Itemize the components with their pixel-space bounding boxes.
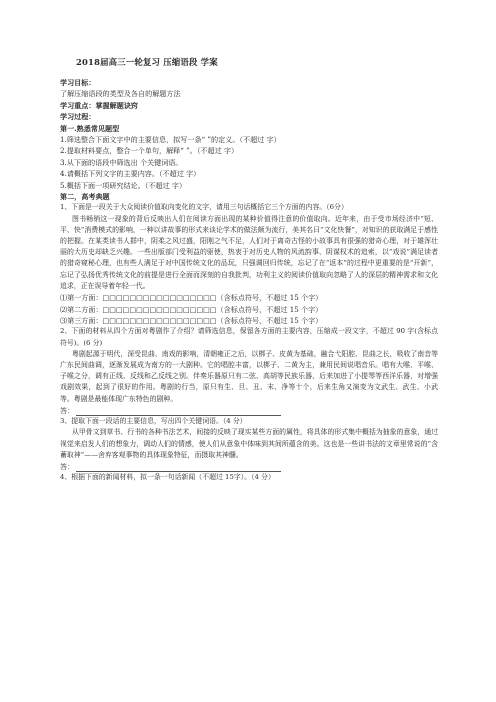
question-2-answer (60, 405, 438, 416)
question-3-passage: 从甲骨文到草书、行书的各种书法艺术，间接的反映了现实某些方面的属性，将具体的形式集中概括为抽象的意象，通过视觉来启发人们的想象力，调动人们的情感，使人们从意象中体味到其间所蕴含的美。这也是一些讲书法的文章里常说的“含蓄取神”——舍弃客观事物的具体现象特征，而摄取其神髓。 (60, 428, 438, 459)
question-1-prompt: 1、下面是一段关于大众阅读价值取向变化的文字，请用三句话概括它三个方面的内容。（6分） (60, 203, 348, 212)
answer-line (76, 463, 281, 472)
question-1-passage: 图书畅销这一现象的背后反映出人们在阅读方面出现的某种价值得注意的价值取向。近年来，由于受市场经济中“短、平、快”消费模式的影响，一种以讲故事的形式来谈论学术的做法颇为流行，美其名曰“文化快餐”，对知识的获取满足于感性的把握。在某类读书人群中，阴柔之风过盛，阳刚之气不足，人们对于离奇古怪的小故事具有很强的猎奇心理，对于雄浑壮丽的大历史却缺乏兴趣。一些出版部门受利益的驱使，热衷于对历史人物的风流韵事、阴谋权术的追索，以“戏说”满足读者的猎奇窥秘心理，也有些人满足于对中国传统文化的品玩，只强调回归传统，忘记了在“返本”的过程中更重要的是“开新”，忘记了弘扬优秀传统文化的前提是进行全面而深刻的自我批判，功利主义的阅读价值取向忽略了人的深层的精神需求和文化追求，正在误导着年轻一代。 (60, 214, 438, 290)
document-title: 2018届高三一轮复习 压缩语段 学案 (76, 57, 218, 67)
goals-heading: 学习目标： (60, 78, 96, 87)
question-4-prompt: 4、根据下面的新闻材料，拟一条一句话新闻（不超过 15字）。（4 分） (60, 473, 275, 482)
question-1-blank: ⑶第三方面：□□□□□□□□□□□□□□□□□（含标点符号，不超过 15 个字） (60, 315, 323, 325)
question-1-blank: ⑵第二方面：□□□□□□□□□□□□□□□□□（含标点符号，不超过 15 个字） (60, 304, 323, 314)
question-2-prompt: 2、下面的材料从四个方面对粤剧作了介绍？请筛选信息，保留各方面的主要内容，压缩成一段文字，不超过 90 字(含标点符号)。(6 分) (60, 327, 438, 347)
goals-text: 了解压缩语段的类型及各自的解题方法 (60, 89, 181, 99)
answer-line (76, 407, 281, 416)
question-2-passage: 粤剧起源于明代，深受昆曲、南戏的影响，清朝雍正之后，以梆子、皮黄为基础，融合弋阳腔、昆曲之长，吸收了南音等广东民间曲调，逐渐发展成为南方的一大剧种。它的唱腔丰富，以梆子、二黄为主，兼用民间说唱音乐。唱有大喉、平喉、子喉之分，调有正线、反线和乙反线之别。伴奏乐器原只有二弦、高胡等民族乐器，后来加进了小提琴等西洋乐器，对增强戏剧效果，起到了很好的作用。粤剧的行当，原只有生、旦、丑、末、净等十个，后来生角又演变为文武生、武生、小武等。粤剧是最能体现广东特色的剧种。 (60, 349, 438, 403)
part1-item: 2.提取材料要点，整合一个单句，解释“ ”。（不超过 字） (60, 146, 239, 156)
part1-item: 1.筛选整合下面文字中的主要信息，拟写一条“ ”的定义。（不超过 字） (60, 135, 281, 145)
answer-label: 答： (60, 461, 75, 471)
question-1-blank: ⑴第一方面：□□□□□□□□□□□□□□□□□（含标点符号，不超过 15 个字） (60, 293, 323, 303)
focus-line: 学习重点：掌握解题诀窍 (60, 100, 139, 110)
part1-item: 5.概括下面一项研究结论。（不超过 字） (60, 180, 187, 190)
question-3-answer (60, 461, 438, 472)
part1-item: 4.请概括下列文字的主要内容。（不超过 字） (60, 169, 201, 179)
process-heading: 学习过程： (60, 112, 96, 122)
answer-label: 答： (60, 405, 75, 415)
part1-heading: 第一.熟悉常见题型 (60, 123, 120, 133)
question-3-prompt: 3、提取下面一段话的主要信息，写出四个关键词语。（4 分） (60, 417, 247, 426)
part1-item: 3.从下面的语段中筛选出 个关键词语。 (60, 157, 183, 167)
part2-heading: 第二，高考典题 (60, 192, 110, 202)
